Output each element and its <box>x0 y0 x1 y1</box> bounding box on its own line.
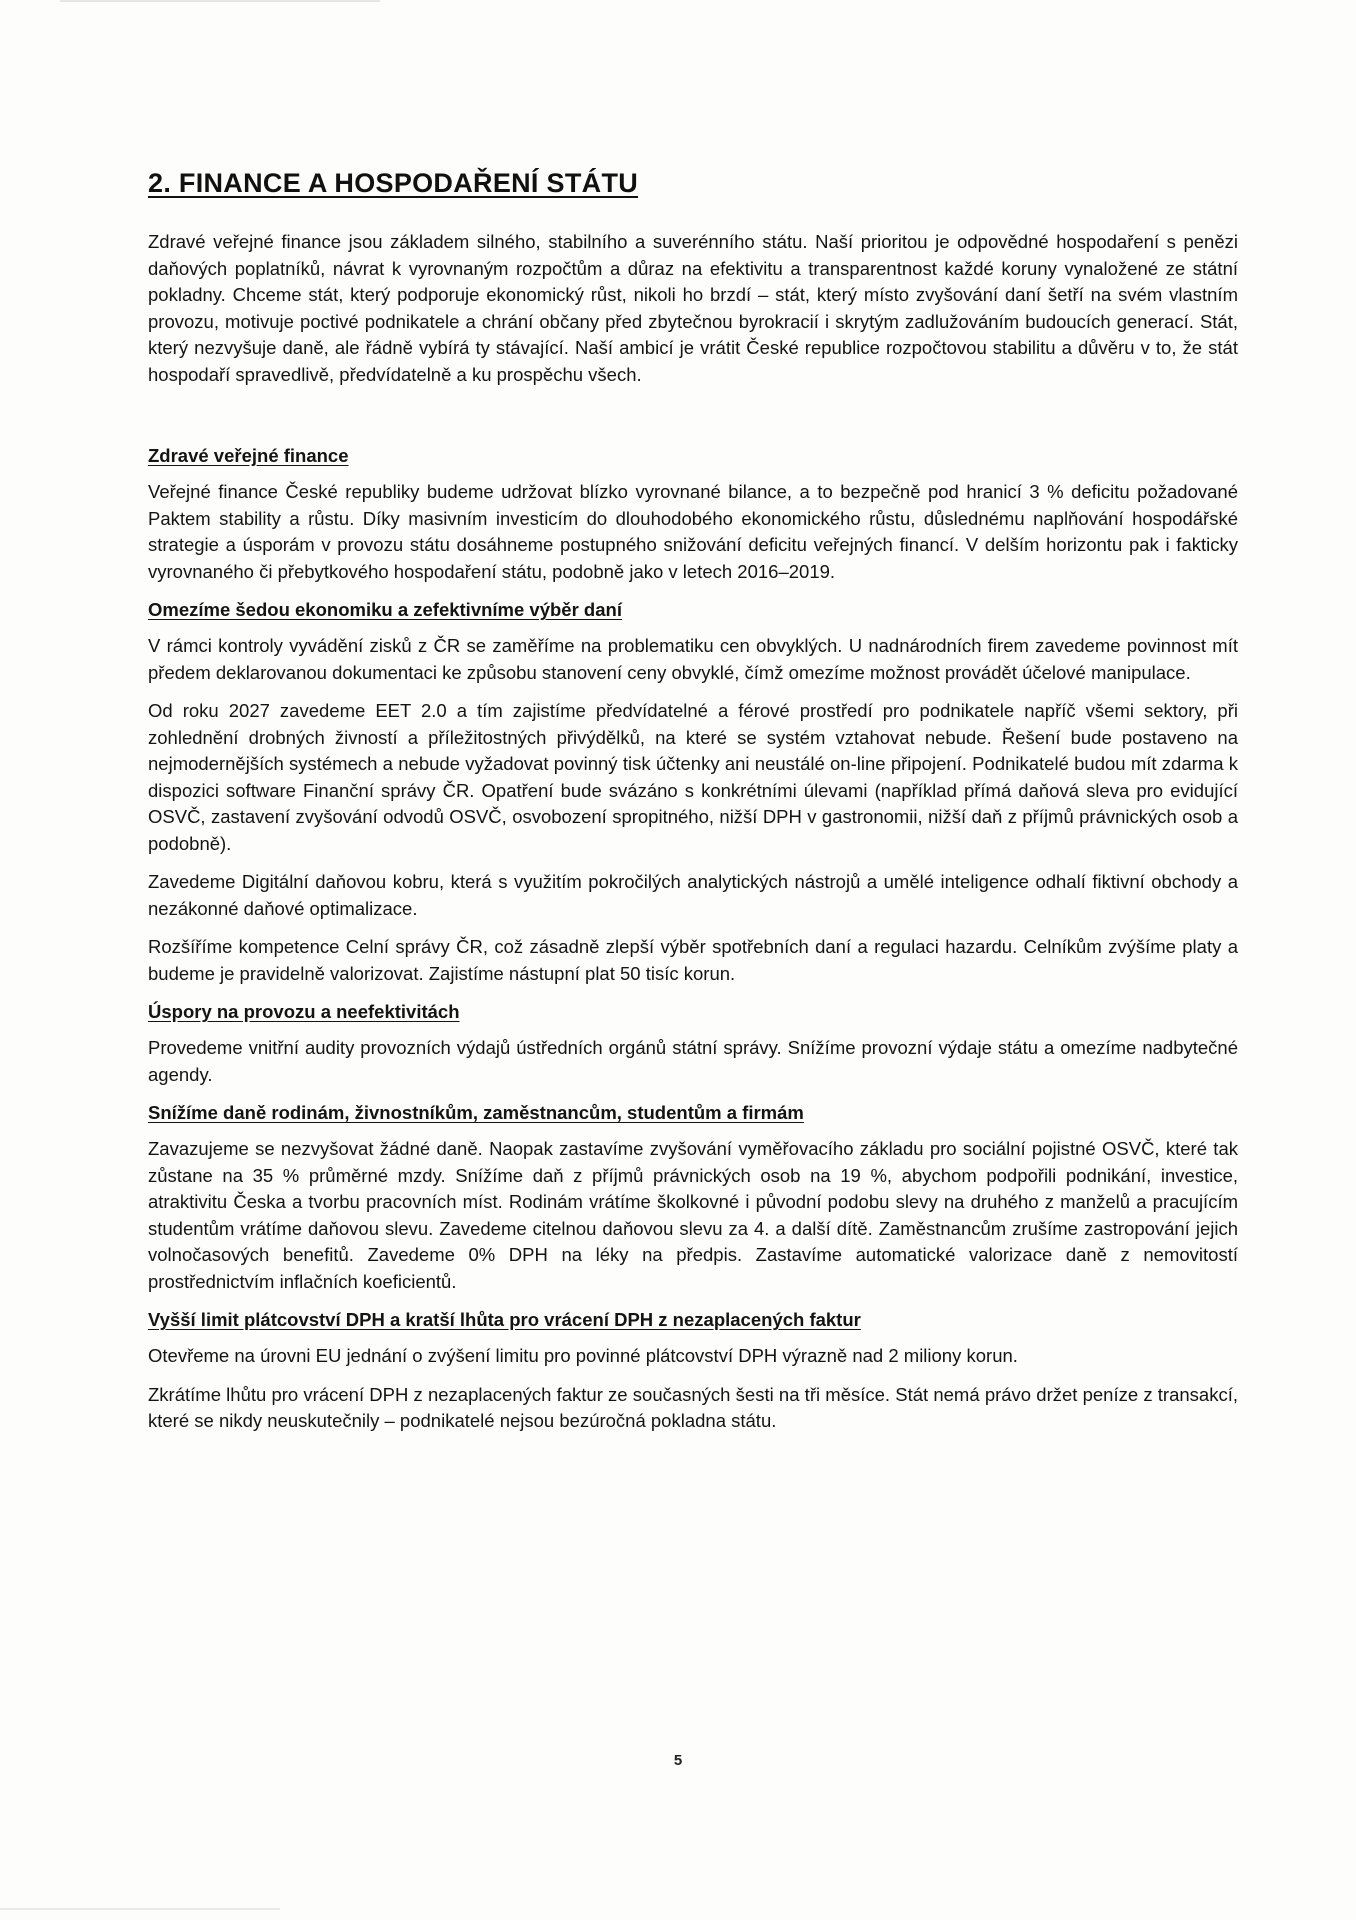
scan-edge-bottom <box>0 1908 280 1910</box>
section-healthy-finances <box>148 443 1238 585</box>
section-heading: Omezíme šedou ekonomiku a zefektivníme výběr daní <box>148 599 622 620</box>
page-content <box>148 168 1238 1447</box>
section-paragraph: Otevřeme na úrovni EU jednání o zvýšení limitu pro povinné plátcovství DPH výrazně nad 2 miliony korun. <box>148 1345 1018 1366</box>
section-paragraph: Zavedeme Digitální daňovou kobru, která s využitím pokročilých analytických nástrojů a umělé inteligence odhalí fiktivní obchody a nezákonné daňové optimalizace. <box>148 871 1238 919</box>
section-heading: Úspory na provozu a neefektivitách <box>148 1001 460 1022</box>
scan-edge-top <box>60 0 380 2</box>
section-paragraph: Veřejné finance České republiky budeme udržovat blízko vyrovnané bilance, a to bezpečně pod hranicí 3 % deficitu požadované Paktem stability a růstu. Díky masivním investicím do dlouhodobého ekonomického růstu, důslednému naplňování hospodářské strategie a úsporám v provozu státu dosáhneme postupného snižování deficitu veřejných financí. V delším horizontu pak i fakticky vyrovnaného či přebytkového hospodaření státu, podobně jako v letech 2016–2019. <box>148 481 1238 582</box>
section-tax-cuts <box>148 1100 1238 1295</box>
section-heading: Vyšší limit plátcovství DPH a kratší lhůta pro vrácení DPH z nezaplacených faktur <box>148 1309 861 1330</box>
section-paragraph: Rozšíříme kompetence Celní správy ČR, což zásadně zlepší výběr spotřebních daní a regulaci hazardu. Celníkům zvýšíme platy a budeme je pravidelně valorizovat. Zajistíme nástupní plat 50 tisíc korun. <box>148 936 1238 984</box>
page-number: 5 <box>673 1752 683 1769</box>
section-paragraph: Zavazujeme se nezvyšovat žádné daně. Naopak zastavíme zvyšování vyměřovacího základu pro sociální pojistné OSVČ, které tak zůstane na 35 % průměrné mzdy. Snížíme daň z příjmů právnických osob na 19 %, abychom podpořili podnikání, investice, atraktivitu Česka a tvorbu pracovních míst. Rodinám vrátíme školkovné i původní podobu slevy na druhého z manželů a pracujícím studentům vrátíme daňovou slevu. Zavedeme citelnou daňovou slevu za 4. a další dítě. Zaměstnancům zrušíme zastropování jejich volnočasových benefitů. Zavedeme 0% DPH na léky na předpis. Zastavíme automatické valorizace daně z nemovitostí prostřednictvím inflačních koeficientů. <box>148 1138 1238 1292</box>
intro-paragraph: Zdravé veřejné finance jsou základem silného, stabilního a suverénního státu. Naší prioritou je odpovědné hospodaření s penězi daňových poplatníků, návrat k vyrovnaným rozpočtům a důraz na efektivitu a transparentnost každé koruny vynaložené ze státní pokladny. Chceme stát, který podporuje ekonomický růst, nikoli ho brzdí – stát, který místo zvyšování daní šetří na svém vlastním provozu, motivuje poctivé podnikatele a chrání občany před zbytečnou byrokracií i skrytým zadlužováním budoucích generací. Stát, který nezvyšuje daně, ale řádně vybírá ty stávající. Naší ambicí je vrátit České republice rozpočtovou stabilitu a důvěru v to, že stát hospodaří spravedlivě, předvídatelně a ku prospěchu všech. <box>148 231 1238 385</box>
section-heading: Zdravé veřejné finance <box>148 445 349 466</box>
section-heading: Snížíme daně rodinám, živnostníkům, zaměstnancům, studentům a firmám <box>148 1102 804 1123</box>
section-paragraph: Provedeme vnitřní audity provozních výdajů ústředních orgánů státní správy. Snížíme provozní výdaje státu a omezíme nadbytečné agendy. <box>148 1037 1238 1085</box>
section-paragraph: Od roku 2027 zavedeme EET 2.0 a tím zajistíme předvídatelné a férové prostředí pro podnikatele napříč všemi sektory, při zohlednění drobných živností a příležitostných přivýdělků, na které se systém vztahovat nebude. Řešení bude postaveno na nejmodernějších systémech a nebude vyžadovat povinný tisk účtenky ani neustálé on-line připojení. Podnikatelé budou mít zdarma k dispozici software Finanční správy ČR. Opatření bude svázáno s konkrétními úlevami (například přímá daňová sleva pro evidující OSVČ, zastavení zvyšování odvodů OSVČ, osvobození spropitného, nižší DPH v gastronomii, nižší daň z příjmů právnických osob a podobně). <box>148 700 1238 854</box>
section-paragraph: Zkrátíme lhůtu pro vrácení DPH z nezaplacených faktur ze současných šesti na tři měsíce. Stát nemá právo držet peníze z transakcí, které se nikdy neuskutečnily – podnikatelé nejsou bezúročná pokladna státu. <box>148 1383 1238 1431</box>
section-savings <box>148 999 1238 1088</box>
page-title: 2. FINANCE A HOSPODAŘENÍ STÁTU <box>148 168 639 198</box>
section-paragraph: V rámci kontroly vyvádění zisků z ČR se zaměříme na problematiku cen obvyklých. U nadnárodních firem zavedeme povinnost mít předem deklarovanou dokumentaci ke způsobu stanovení ceny obvyklé, čímž omezíme možnost provádět účelové manipulace. <box>148 635 1238 683</box>
section-shadow-economy <box>148 597 1238 987</box>
section-vat-limit <box>148 1307 1238 1435</box>
